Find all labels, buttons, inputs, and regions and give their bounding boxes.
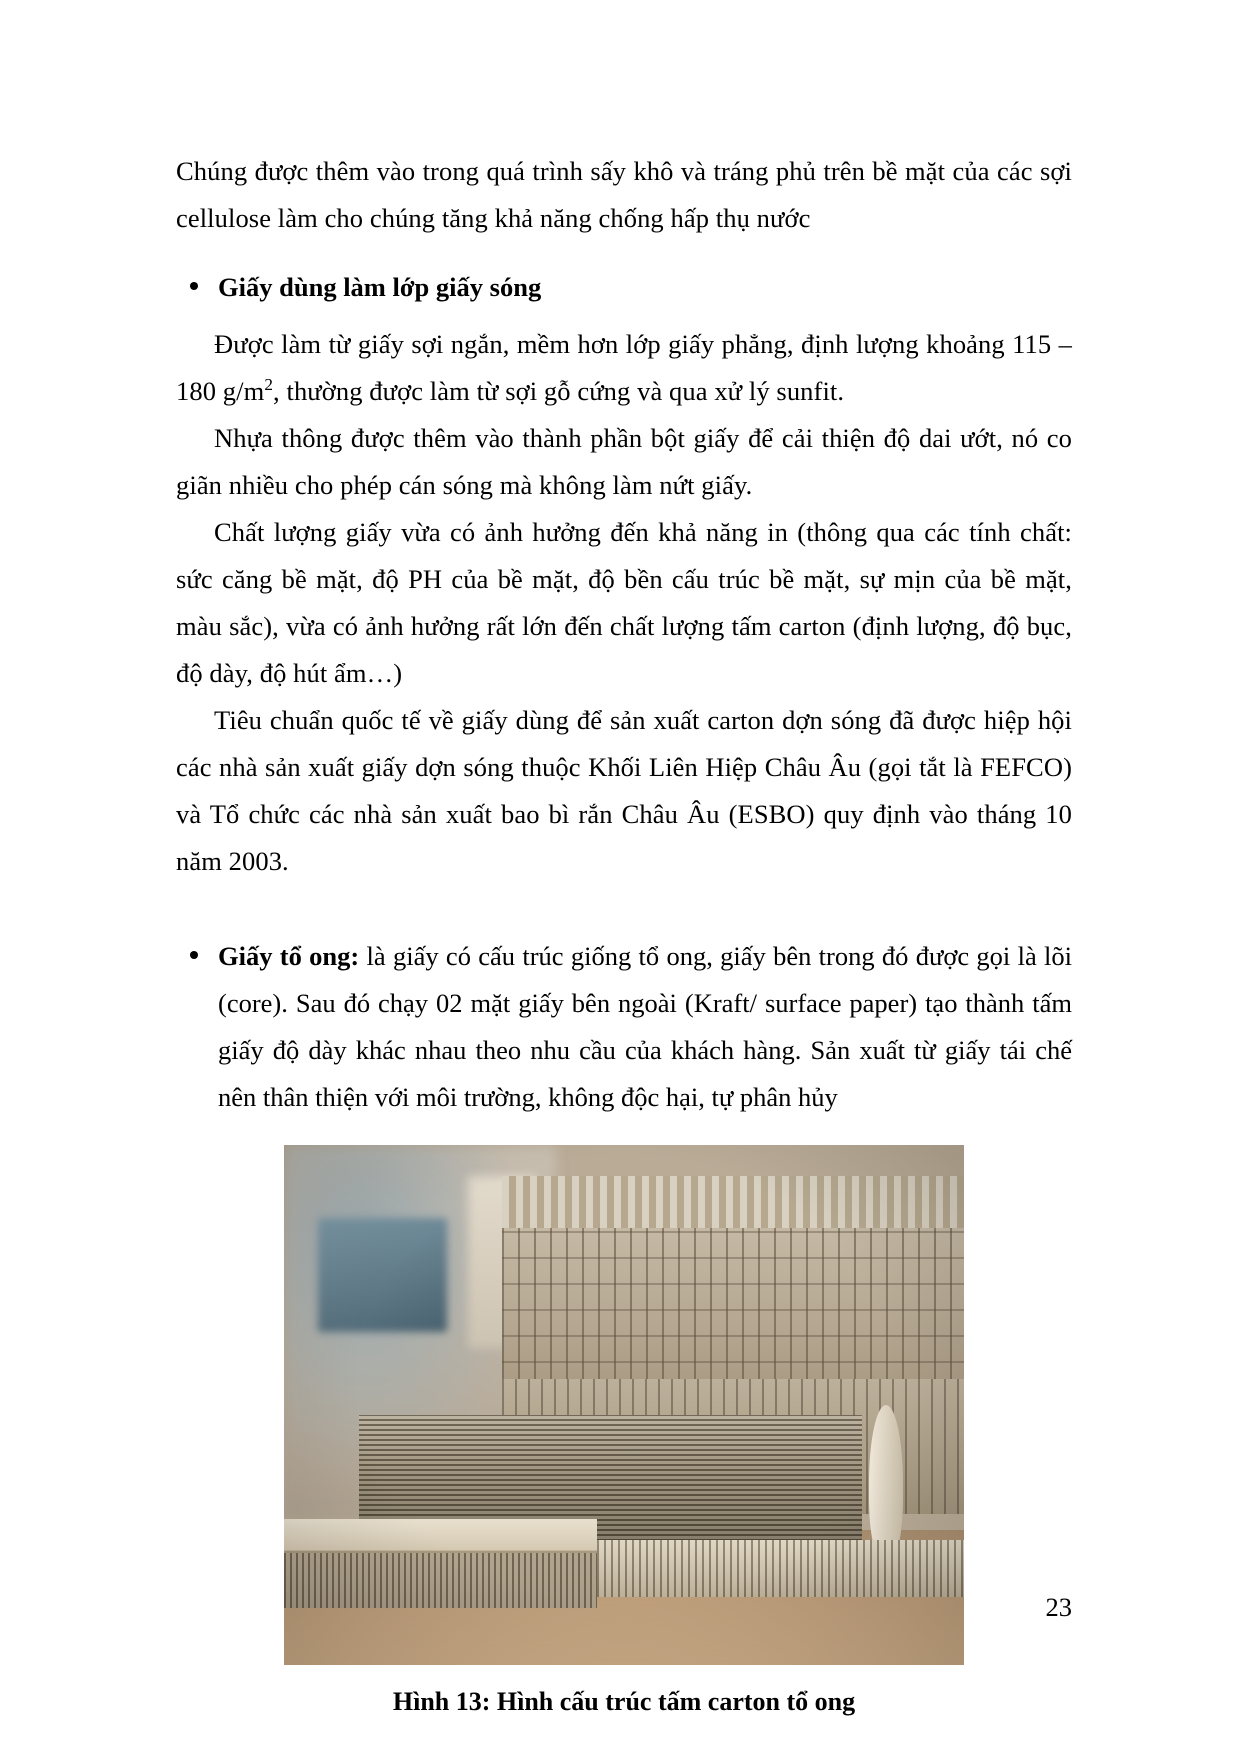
bullet-dot-icon xyxy=(190,951,198,959)
bullet-item-giay-song xyxy=(176,264,1072,311)
bullet-text-giay-to-ong: là giấy có cấu trúc giống tổ ong, giấy bên trong đó được gọi là lõi (core). Sau đó chạy 02 mặt giấy bên ngoài (Kraft/ surface paper) tạo thành tấm giấy độ dày khác nhau theo nhu cầu của khách hàng. Sản xuất từ giấy tái chế nên thân thiện với môi trường, không độc hại, tự phân hủy xyxy=(218,941,1072,1112)
paragraph-giay-song-2: Nhựa thông được thêm vào thành phần bột giấy để cải thiện độ dai ướt, nó co giãn nhiều cho phép cán sóng mà không làm nứt giấy. xyxy=(176,423,1072,500)
paragraph-giay-song-1-a: Được làm từ giấy sợi ngắn, mềm hơn lớp giấy phẳng, định lượng khoảng 115 – 180 g/m xyxy=(176,329,1072,406)
bullet-dot-icon xyxy=(190,282,198,290)
paragraph-giay-song-1-sup: 2 xyxy=(264,375,274,395)
paragraph-giay-song-3: Chất lượng giấy vừa có ảnh hưởng đến khả năng in (thông qua các tính chất: sức căng bề mặt, độ PH của bề mặt, độ bền cấu trúc bề mặt, sự mịn của bề mặt, màu sắc), vừa có ảnh hưởng rất lớn đến chất lượng tấm carton (định lượng, độ bục, độ dày, độ hút ẩm…) xyxy=(176,517,1072,688)
bullet-item-giay-to-ong xyxy=(176,933,1072,1121)
figure-13 xyxy=(176,1145,1072,1717)
paragraph-giay-song-1-b: , thường được làm từ sợi gỗ cứng và qua xử lý sunfit. xyxy=(273,376,845,406)
photo-vignette xyxy=(284,1145,964,1665)
paragraph-giay-song-4: Tiêu chuẩn quốc tế về giấy dùng để sản xuất carton dợn sóng đã được hiệp hội các nhà sản xuất giấy dợn sóng thuộc Khối Liên Hiệp Châu Âu (gọi tắt là FEFCO) và Tổ chức các nhà sản xuất bao bì rắn Châu Âu (ESBO) quy định vào tháng 10 năm 2003. xyxy=(176,705,1072,876)
bullet-paragraph-giay-to-ong xyxy=(218,933,1072,1121)
bullet-heading-giay-song: Giấy dùng làm lớp giấy sóng xyxy=(218,272,542,302)
bullet-heading-giay-to-ong: Giấy tổ ong: xyxy=(218,941,360,971)
page-number: 23 xyxy=(1045,1592,1072,1622)
figure-13-photo xyxy=(284,1145,964,1665)
figure-13-caption: Hình 13: Hình cấu trúc tấm carton tổ ong xyxy=(392,1687,856,1716)
paragraph-giay-song-1 xyxy=(176,321,1072,415)
page-content xyxy=(176,148,1072,1717)
paragraph-intro: Chúng được thêm vào trong quá trình sấy khô và tráng phủ trên bề mặt của các sợi cellulose làm cho chúng tăng khả năng chống hấp thụ nước xyxy=(176,156,1072,233)
